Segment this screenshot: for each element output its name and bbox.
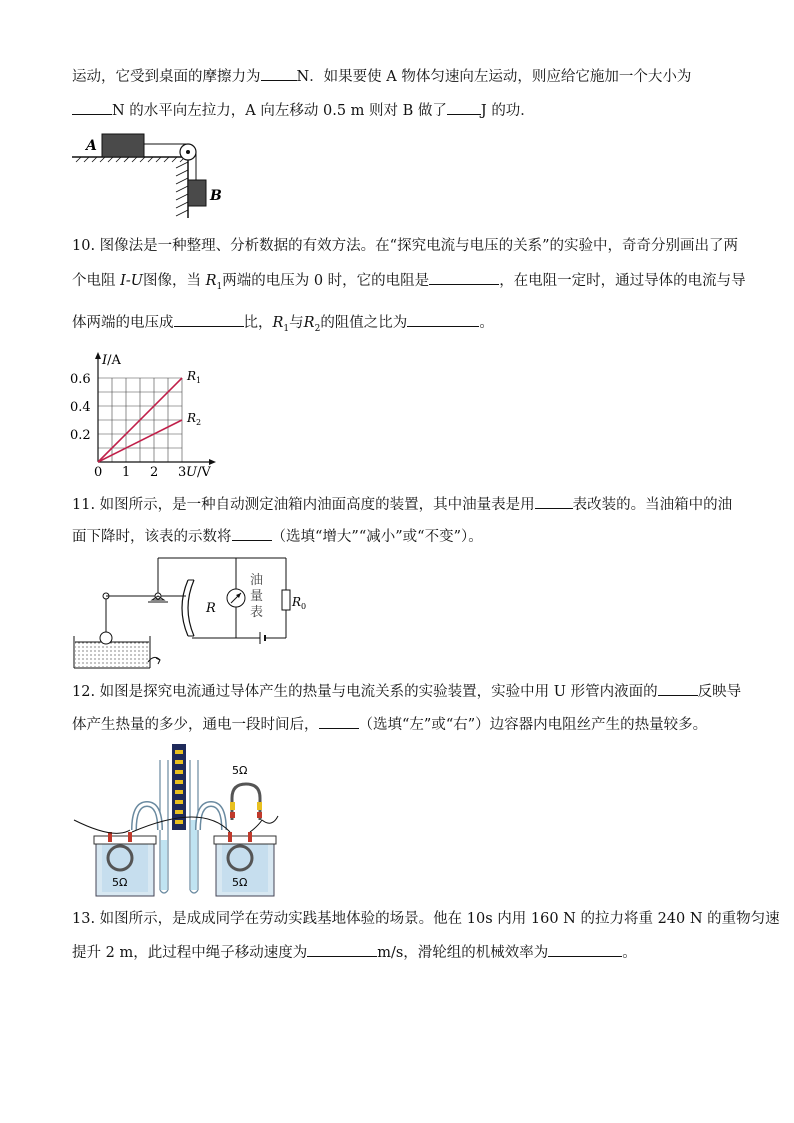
answer-blank[interactable] bbox=[429, 270, 499, 285]
series-label-R1: $R_1$ bbox=[187, 369, 202, 385]
block-a-label: A bbox=[86, 138, 97, 154]
q13-line-1: 13. 如图所示，是成成同学在劳动实践基地体验的场景。他在 10s 内用 160 N 的拉力将重 240 N 的重物匀速 bbox=[72, 911, 780, 927]
q13-line-2: 提升 2 m，此过程中绳子移动速度为 m/s，滑轮组的机械效率为 。 bbox=[72, 942, 637, 963]
q11-line-1: 11. 如图所示，是一种自动测定油箱内油面高度的装置，其中油量表是用 表改装的。当油箱中的油 bbox=[72, 494, 732, 515]
y-tick-label: 0.2 bbox=[70, 428, 91, 443]
y-axis-arrow bbox=[95, 352, 101, 359]
meter-label-3: 表 bbox=[250, 605, 264, 620]
meter-label-1: 油 bbox=[250, 573, 264, 588]
q11-oil-gauge-figure bbox=[70, 550, 307, 672]
answer-blank[interactable] bbox=[72, 100, 112, 115]
answer-blank[interactable] bbox=[535, 494, 573, 509]
answer-blank[interactable] bbox=[407, 312, 479, 327]
answer-blank[interactable] bbox=[658, 681, 698, 696]
right-resistor-label: 5Ω bbox=[232, 876, 248, 889]
q12-line-2: 体产生热量的多少，通电一段时间后， （选填“左”或“右”）边容器内电阻丝产生的热量较多。 bbox=[72, 714, 707, 735]
float-ball bbox=[100, 632, 112, 644]
resistor-r0-label: $R_0$ bbox=[292, 595, 307, 611]
resistor-r-label: R bbox=[206, 601, 216, 616]
iu-graph bbox=[66, 350, 226, 480]
x-tick-label: 0 bbox=[94, 465, 103, 480]
answer-blank[interactable] bbox=[319, 714, 359, 729]
block-b-label: B bbox=[210, 188, 222, 204]
answer-blank[interactable] bbox=[307, 942, 377, 957]
q9-pulley-figure bbox=[72, 128, 232, 220]
external-resistor bbox=[232, 784, 260, 820]
y-tick-label: 0.6 bbox=[70, 372, 91, 387]
meter-label-2: 量 bbox=[250, 589, 264, 604]
x-tick-label: 1 bbox=[122, 465, 131, 480]
answer-blank[interactable] bbox=[174, 312, 244, 327]
y-tick-label: 0.4 bbox=[70, 400, 91, 415]
q11-line-2: 面下降时，该表的示数将 （选填“增大”“减小”或“不变”）。 bbox=[72, 526, 483, 547]
x-tick-label: 2 bbox=[150, 465, 159, 480]
q9-line-2: N 的水平向左拉力，A 向左移动 0.5 m 则对 B 做了 J 的功． bbox=[72, 100, 535, 121]
q9-line-1: 运动，它受到桌面的摩擦力为 N．如果要使 A 物体匀速向左运动，则应给它施加一个大小为 bbox=[72, 66, 691, 87]
x-tick-label: 3 bbox=[178, 465, 187, 480]
resistor-r0 bbox=[282, 590, 290, 610]
q10-line-3: 体两端的电压成 比，$R_1$与$R_2$的阻值之比为 。 bbox=[72, 312, 494, 339]
oil-liquid bbox=[75, 642, 149, 667]
top-resistor-label: 5Ω bbox=[232, 764, 248, 777]
answer-blank[interactable] bbox=[447, 100, 481, 115]
q12-line-1: 12. 如图是探究电流通过导体产生的热量与电流关系的实验装置，实验中用 U 形管内液面的 反映导 bbox=[72, 681, 741, 702]
answer-blank[interactable] bbox=[232, 526, 272, 541]
y-axis-label: I/A bbox=[102, 353, 121, 368]
answer-blank[interactable] bbox=[261, 66, 297, 81]
series-label-R2: $R_2$ bbox=[187, 411, 202, 427]
x-axis-label: U/V bbox=[186, 465, 211, 480]
q10-line-2: 个电阻 I-U图像，当 $R_1$两端的电压为 0 时，它的电阻是 ，在电阻一定时，通过导体的电流与导 bbox=[72, 270, 746, 297]
q10-line-1: 10. 图像法是一种整理、分析数据的有效方法。在“探究电流与电压的关系”的实验中，奇奇分别画出了两 bbox=[72, 238, 738, 254]
q12-joule-heating-figure bbox=[72, 740, 282, 900]
left-resistor-label: 5Ω bbox=[112, 876, 128, 889]
answer-blank[interactable] bbox=[548, 942, 622, 957]
